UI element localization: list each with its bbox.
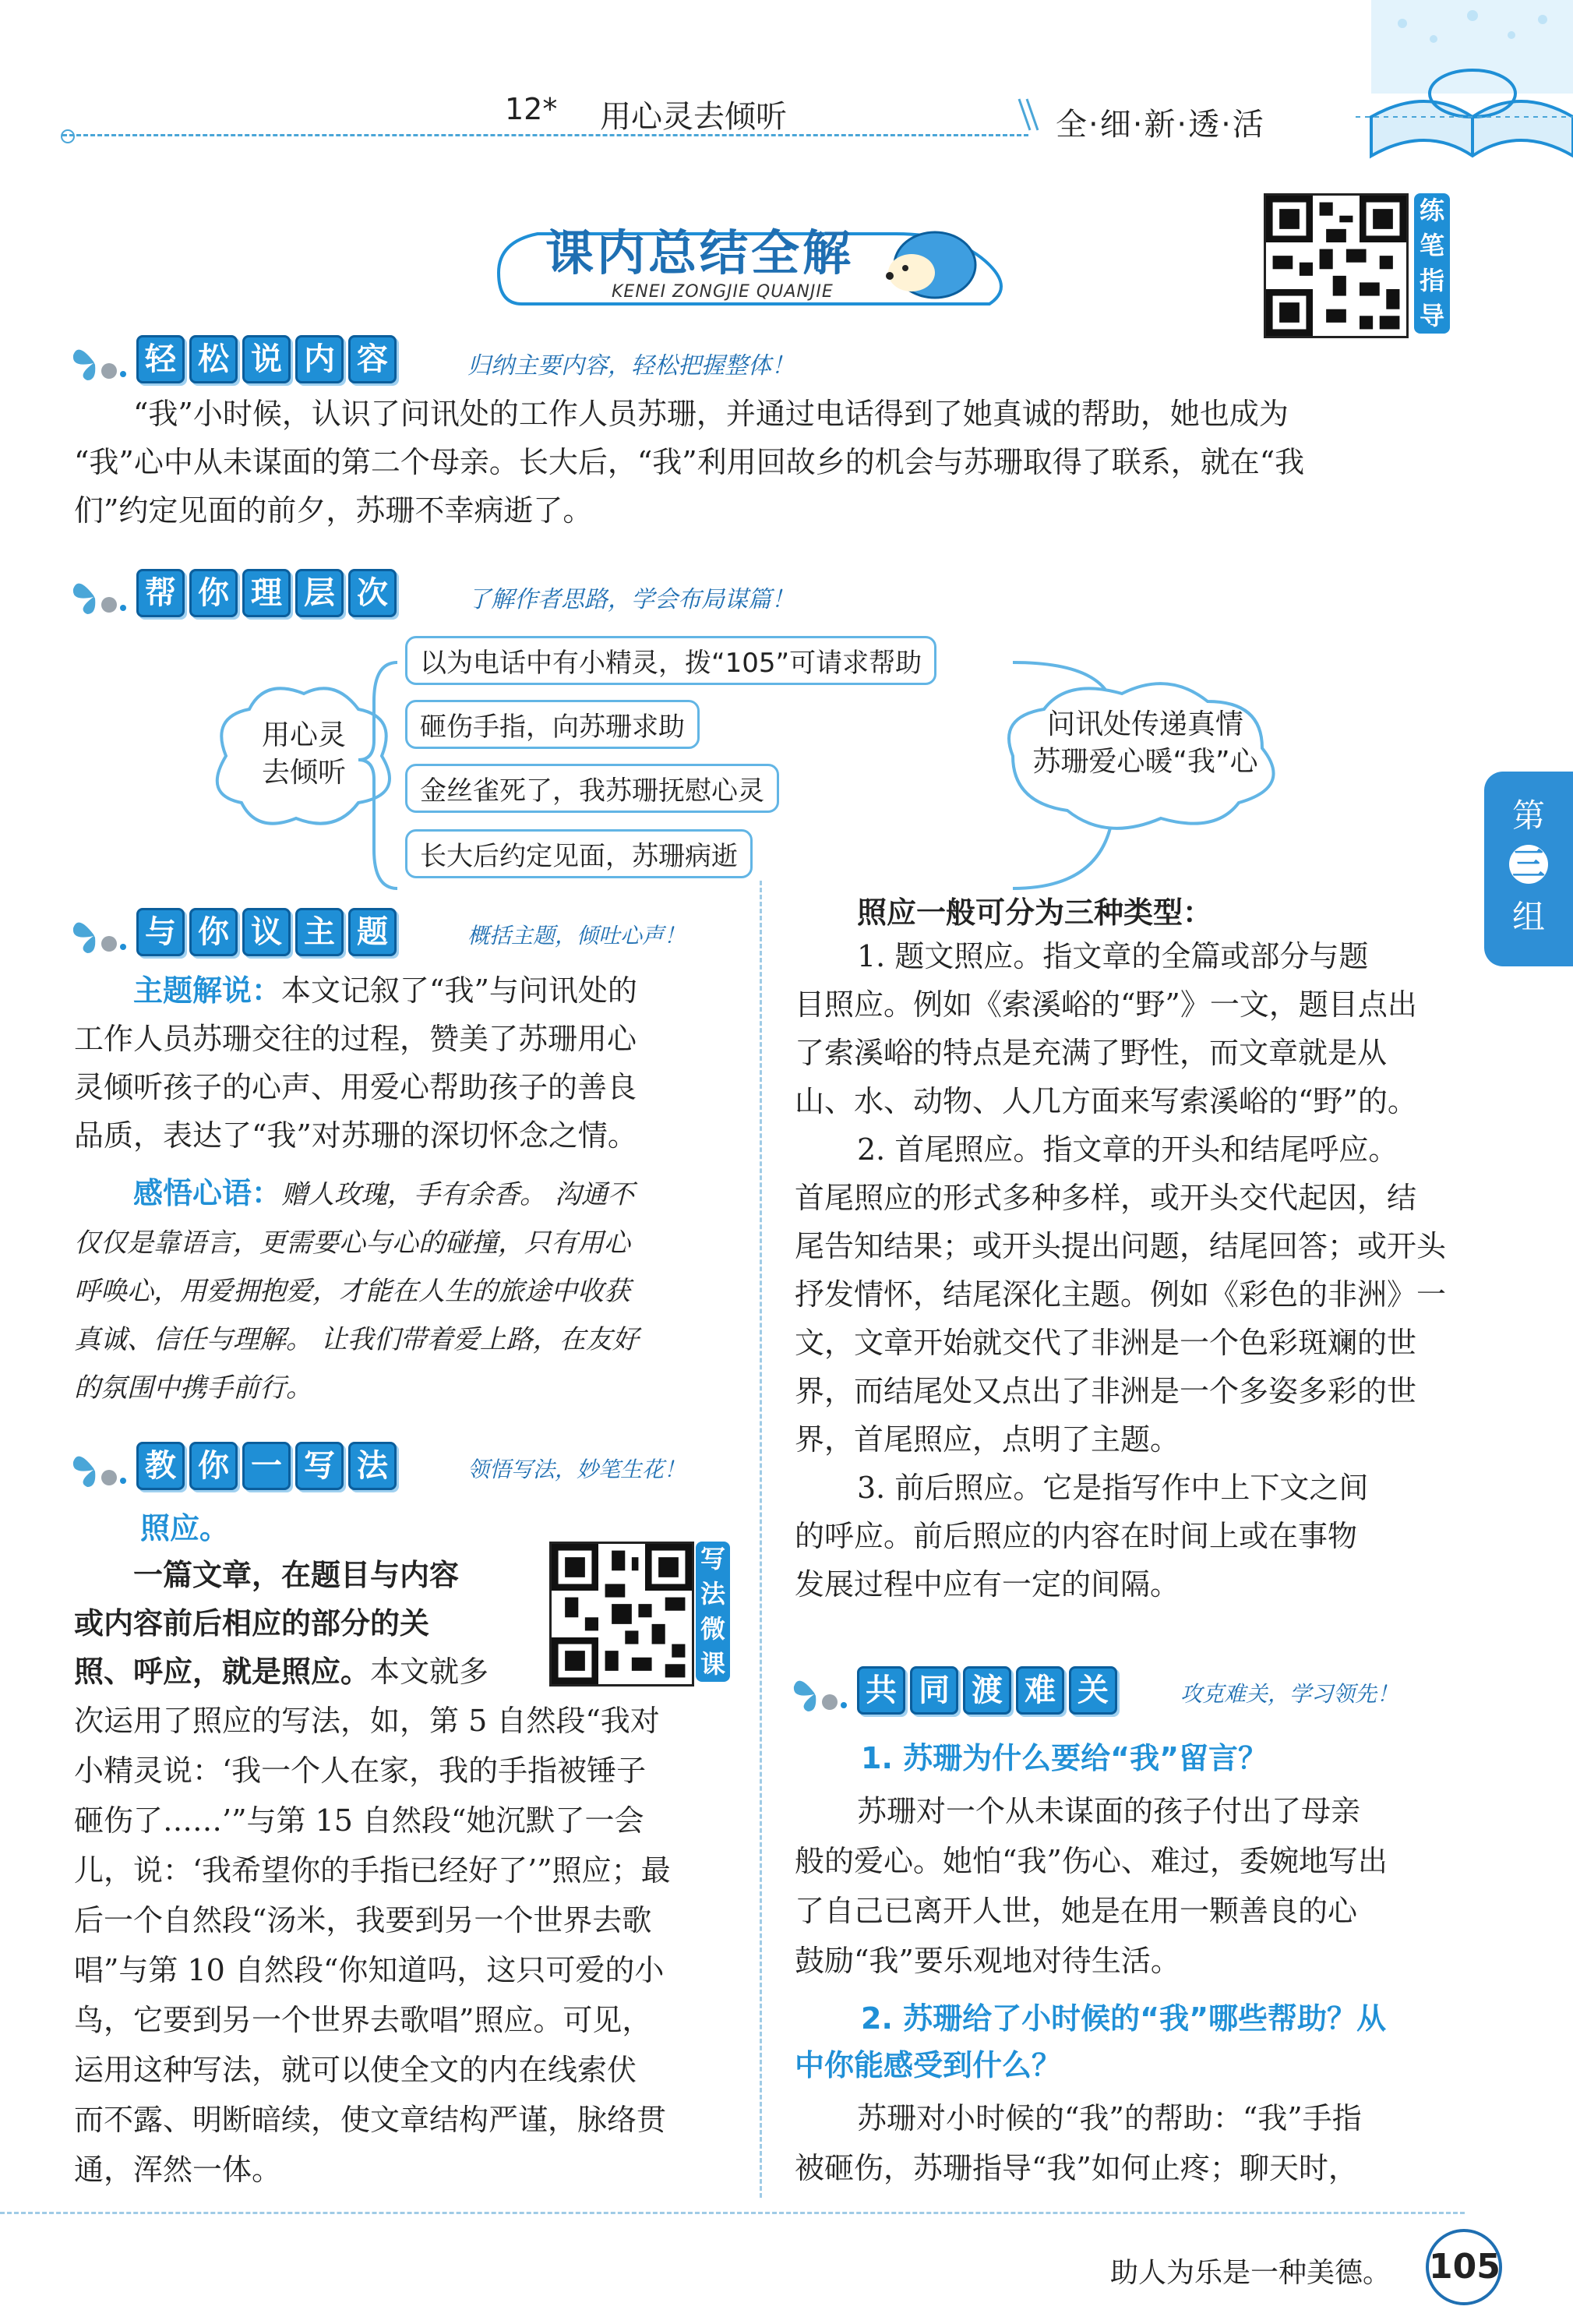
heading-tile: 说: [242, 335, 291, 383]
section-tagline: 归纳主要内容，轻松把握整体！: [467, 352, 795, 380]
definition-line: 或内容前后相应的部分的关: [74, 1606, 430, 1641]
heading-tile: 一: [242, 1442, 291, 1490]
answer-1: [795, 1786, 1465, 1986]
heading-tile: 轻: [136, 335, 185, 383]
left-cloud-text: [242, 717, 366, 792]
writing-line: 小精灵说：‘我一个人在家，我的手指被锤子: [74, 1754, 647, 1788]
definition-line: 一篇文章，在题目与内容: [133, 1558, 460, 1592]
page-number: 105: [1426, 2229, 1502, 2305]
side-tab-top: 第: [1511, 796, 1545, 835]
butterfly-icon: [70, 1446, 132, 1490]
heading-tile: 渡: [963, 1666, 1011, 1715]
header-book-icon: [1356, 0, 1573, 179]
heading-tile: 容: [348, 335, 397, 383]
header-rule: [62, 134, 1028, 136]
qr-code-icon[interactable]: [549, 1542, 694, 1686]
types-line: 首尾照应的形式多种多样，或开头交代起因，结: [795, 1181, 1417, 1215]
answer-line: 了自己已离开人世，她是在用一颗善良的心: [795, 1894, 1358, 1928]
qr-code-icon[interactable]: [1264, 193, 1409, 338]
heading-tile: 内: [295, 335, 344, 383]
qr-label-char: 写: [700, 1544, 725, 1573]
summary-line: “我”小时候，认识了问讯处的工作人员苏珊，并通过电话得到了她真诚的帮助，她也成为: [133, 397, 1289, 431]
feeling-line: 的氛围中携手前行。: [74, 1372, 312, 1404]
side-tab-bottom: 组: [1511, 898, 1545, 936]
heading-tile: 你: [189, 569, 238, 617]
heading-tile: 共: [857, 1666, 905, 1715]
unit-side-tab: [1484, 772, 1573, 966]
answer-2: [795, 2093, 1465, 2193]
theme-block: [74, 966, 744, 1160]
types-line: 尾告知结果；或开头提出问题，结尾回答；或开头: [795, 1229, 1447, 1263]
answer-line: 般的爱心。她怕“我”伤心、难过，委婉地写出: [795, 1844, 1388, 1878]
types-line: 3. 前后照应。它是指写作中上下文之间: [857, 1471, 1369, 1505]
answer-line: 苏珊对一个从未谋面的孩子付出了母亲: [857, 1794, 1361, 1828]
heading-tile: 教: [136, 1442, 185, 1490]
types-line: 抒发情怀，结尾深化主题。例如《彩色的非洲》一: [795, 1277, 1447, 1312]
heading-tile: 法: [348, 1442, 397, 1490]
feeling-line: 真诚、信任与理解。 让我们带着爱上路，在友好: [74, 1324, 639, 1355]
types-line: 界，首尾照应，点明了主题。: [795, 1422, 1180, 1457]
footer-rule: [0, 2212, 1465, 2214]
branch-bubble: 长大后约定见面，苏珊病逝: [405, 829, 753, 878]
types-line: 1. 题文照应。指文章的全篇或部分与题: [857, 939, 1369, 973]
types-heading: 照应一般可分为三种类型：: [857, 895, 1213, 930]
section-tagline: 了解作者思路，学会布局谋篇！: [467, 586, 795, 613]
column-divider: [760, 881, 762, 2198]
section-heading-theme: [70, 908, 756, 958]
section-tagline: 攻克难关，学习领先！: [1180, 1681, 1399, 1707]
writing-line: 后一个自然段“汤米，我要到另一个世界去歌: [74, 1903, 652, 1937]
qr-label-char: 练: [1419, 196, 1444, 225]
header-motto: 全·细·新·透·活: [1056, 107, 1265, 143]
theme-line: 品质，表达了“我”对苏珊的深切怀念之情。: [74, 1118, 637, 1153]
types-line: 文，文章开始就交代了非洲是一个色彩斑斓的世: [795, 1326, 1417, 1360]
answer-line: 苏珊对小时候的“我”的帮助：“我”手指: [857, 2101, 1362, 2135]
writing-line: 次运用了照应的写法，如，第 5 自然段“我对: [74, 1704, 660, 1738]
question-2: [795, 1995, 1465, 2089]
lesson-title: 用心灵去倾听: [600, 99, 787, 135]
qr-label-microlesson: [696, 1542, 730, 1682]
side-tab-number: 三: [1509, 845, 1548, 884]
heading-tile: 难: [1016, 1666, 1064, 1715]
feeling-line: 赠人玫瑰，手有余香。 沟通不: [281, 1179, 634, 1210]
theme-line: 灵倾听孩子的心声、用爱心帮助孩子的善良: [74, 1070, 637, 1104]
question-line: 中你能感受到什么？: [795, 2048, 1062, 2082]
answer-line: 鼓励“我”要乐观地对待生活。: [795, 1944, 1180, 1978]
cloud-line: 苏珊爱心暖“我”心: [1032, 746, 1258, 778]
qr-label-char: 导: [1419, 301, 1444, 330]
heading-tile: 松: [189, 335, 238, 383]
banner-subtitle: KENEI ZONGJIE QUANJIE: [612, 282, 834, 302]
theme-line: 工作人员苏珊交往的过程，赞美了苏珊用心: [74, 1022, 637, 1056]
definition-line: 照、呼应，就是照应。: [74, 1655, 371, 1689]
types-line: 了索溪峪的特点是充满了野性，而文章就是从: [795, 1036, 1388, 1070]
heading-tile: 议: [242, 908, 291, 956]
qr-label-char: 微: [700, 1614, 725, 1644]
heading-tile: 帮: [136, 569, 185, 617]
heading-tile: 与: [136, 908, 185, 956]
qr-label-practice: [1414, 193, 1450, 334]
types-line: 的呼应。前后照应的内容在时间上或在事物: [795, 1519, 1358, 1553]
section-tagline: 领悟写法，妙笔生花！: [467, 1457, 686, 1482]
feeling-line: 呼唤心，用爱拥抱爱，才能在人生的旅途中收获: [74, 1276, 630, 1307]
writing-line: 而不露、明断暗续，使文章结构严谨，脉络贯: [74, 2103, 667, 2137]
heading-tile: 理: [242, 569, 291, 617]
heading-tile: 主: [295, 908, 344, 956]
types-paragraph: [795, 932, 1465, 1609]
heading-tile: 同: [910, 1666, 958, 1715]
question-1: 1. 苏珊为什么要给“我”留言？: [861, 1741, 1268, 1775]
heading-tile: 关: [1069, 1666, 1117, 1715]
question-line: 2. 苏珊给了小时候的“我”哪些帮助？从: [861, 2001, 1387, 2036]
butterfly-icon: [70, 574, 132, 617]
qr-label-char: 法: [700, 1579, 725, 1609]
cloud-line: 用心灵: [261, 719, 346, 751]
heading-tile: 次: [348, 569, 397, 617]
butterfly-icon: [70, 913, 132, 956]
writing-line: 砸伤了……’”与第 15 自然段“她沉默了一会: [74, 1803, 644, 1838]
summary-line: 们”约定见面的前夕，苏珊不幸病逝了。: [74, 493, 593, 528]
writing-line: 运用这种写法，就可以使全文的内在线索伏: [74, 2053, 637, 2087]
writing-line: 通，浑然一体。: [74, 2153, 282, 2187]
types-line: 界，而结尾处又点出了非洲是一个多姿多彩的世: [795, 1374, 1417, 1408]
theme-label: 主题解说：: [133, 973, 282, 1008]
answer-line: 被砸伤，苏珊指导“我”如何止疼；聊天时，: [795, 2151, 1358, 2185]
heading-tile: 你: [189, 1442, 238, 1490]
heading-tile: 写: [295, 1442, 344, 1490]
types-line: 目照应。例如《索溪峪的“野”》一文，题目点出: [795, 987, 1417, 1022]
qr-label-char: 课: [700, 1649, 725, 1679]
writing-line: 唱”与第 10 自然段“你知道吗，这只可爱的小: [74, 1953, 665, 1987]
cloud-line: 问讯处传递真情: [1046, 708, 1243, 740]
butterfly-icon: [791, 1671, 853, 1715]
writing-line: 鸟，它要到另一个世界去歌唱”照应。可见，: [74, 2003, 652, 2037]
section-tagline: 概括主题，倾吐心声！: [467, 923, 686, 948]
types-line: 山、水、动物、人几方面来写索溪峪的“野”的。: [795, 1084, 1417, 1118]
branch-bubble: 砸伤手指，向苏珊求助: [405, 700, 700, 749]
qr-label-char: 指: [1419, 266, 1444, 295]
footer-motto: 助人为乐是一种美德。: [1110, 2257, 1391, 2289]
butterfly-icon: [70, 340, 132, 383]
section-heading-difficulty: [791, 1666, 1476, 1716]
summary-line: “我”心中从未谋面的第二个母亲。长大后，“我”利用回故乡的机会与苏珊取得了联系，就在“我: [74, 445, 1305, 479]
lesson-number: 12*: [505, 92, 558, 126]
banner-title: 课内总结全解: [545, 224, 855, 281]
writing-paragraph: [74, 1696, 744, 2195]
theme-line: 本文记叙了“我”与问讯处的: [281, 973, 637, 1008]
feeling-line: 仅仅是靠语言，更需要心与心的碰撞，只有用心: [74, 1227, 630, 1259]
heading-tile: 你: [189, 908, 238, 956]
feeling-label: 感悟心语：: [133, 1176, 282, 1210]
definition-tail: 本文就多: [370, 1655, 489, 1689]
section-heading-writing: [70, 1442, 756, 1492]
header-slash-icon: [1013, 95, 1044, 134]
feeling-block: [74, 1169, 744, 1412]
writing-definition: [74, 1551, 541, 1696]
header-dot: [61, 129, 75, 143]
right-cloud-text: [1021, 706, 1270, 781]
heading-tile: 题: [348, 908, 397, 956]
branch-bubble: 金丝雀死了，我苏珊抚慰心灵: [405, 764, 779, 813]
types-line: 发展过程中应有一定的间隔。: [795, 1567, 1180, 1602]
section-heading-structure: [70, 569, 927, 619]
writing-heading: 照应。: [140, 1511, 230, 1545]
qr-label-char: 笔: [1419, 231, 1444, 260]
cloud-line: 去倾听: [261, 757, 346, 789]
summary-paragraph: [74, 390, 1461, 535]
types-line: 2. 首尾照应。指文章的开头和结尾呼应。: [857, 1132, 1398, 1167]
section-heading-content: [70, 335, 927, 385]
branch-bubble: 以为电话中有小精灵，拨“105”可请求帮助: [405, 636, 936, 685]
heading-tile: 层: [295, 569, 344, 617]
writing-line: 儿，说：‘我希望你的手指已经好了’”照应；最: [74, 1853, 671, 1888]
